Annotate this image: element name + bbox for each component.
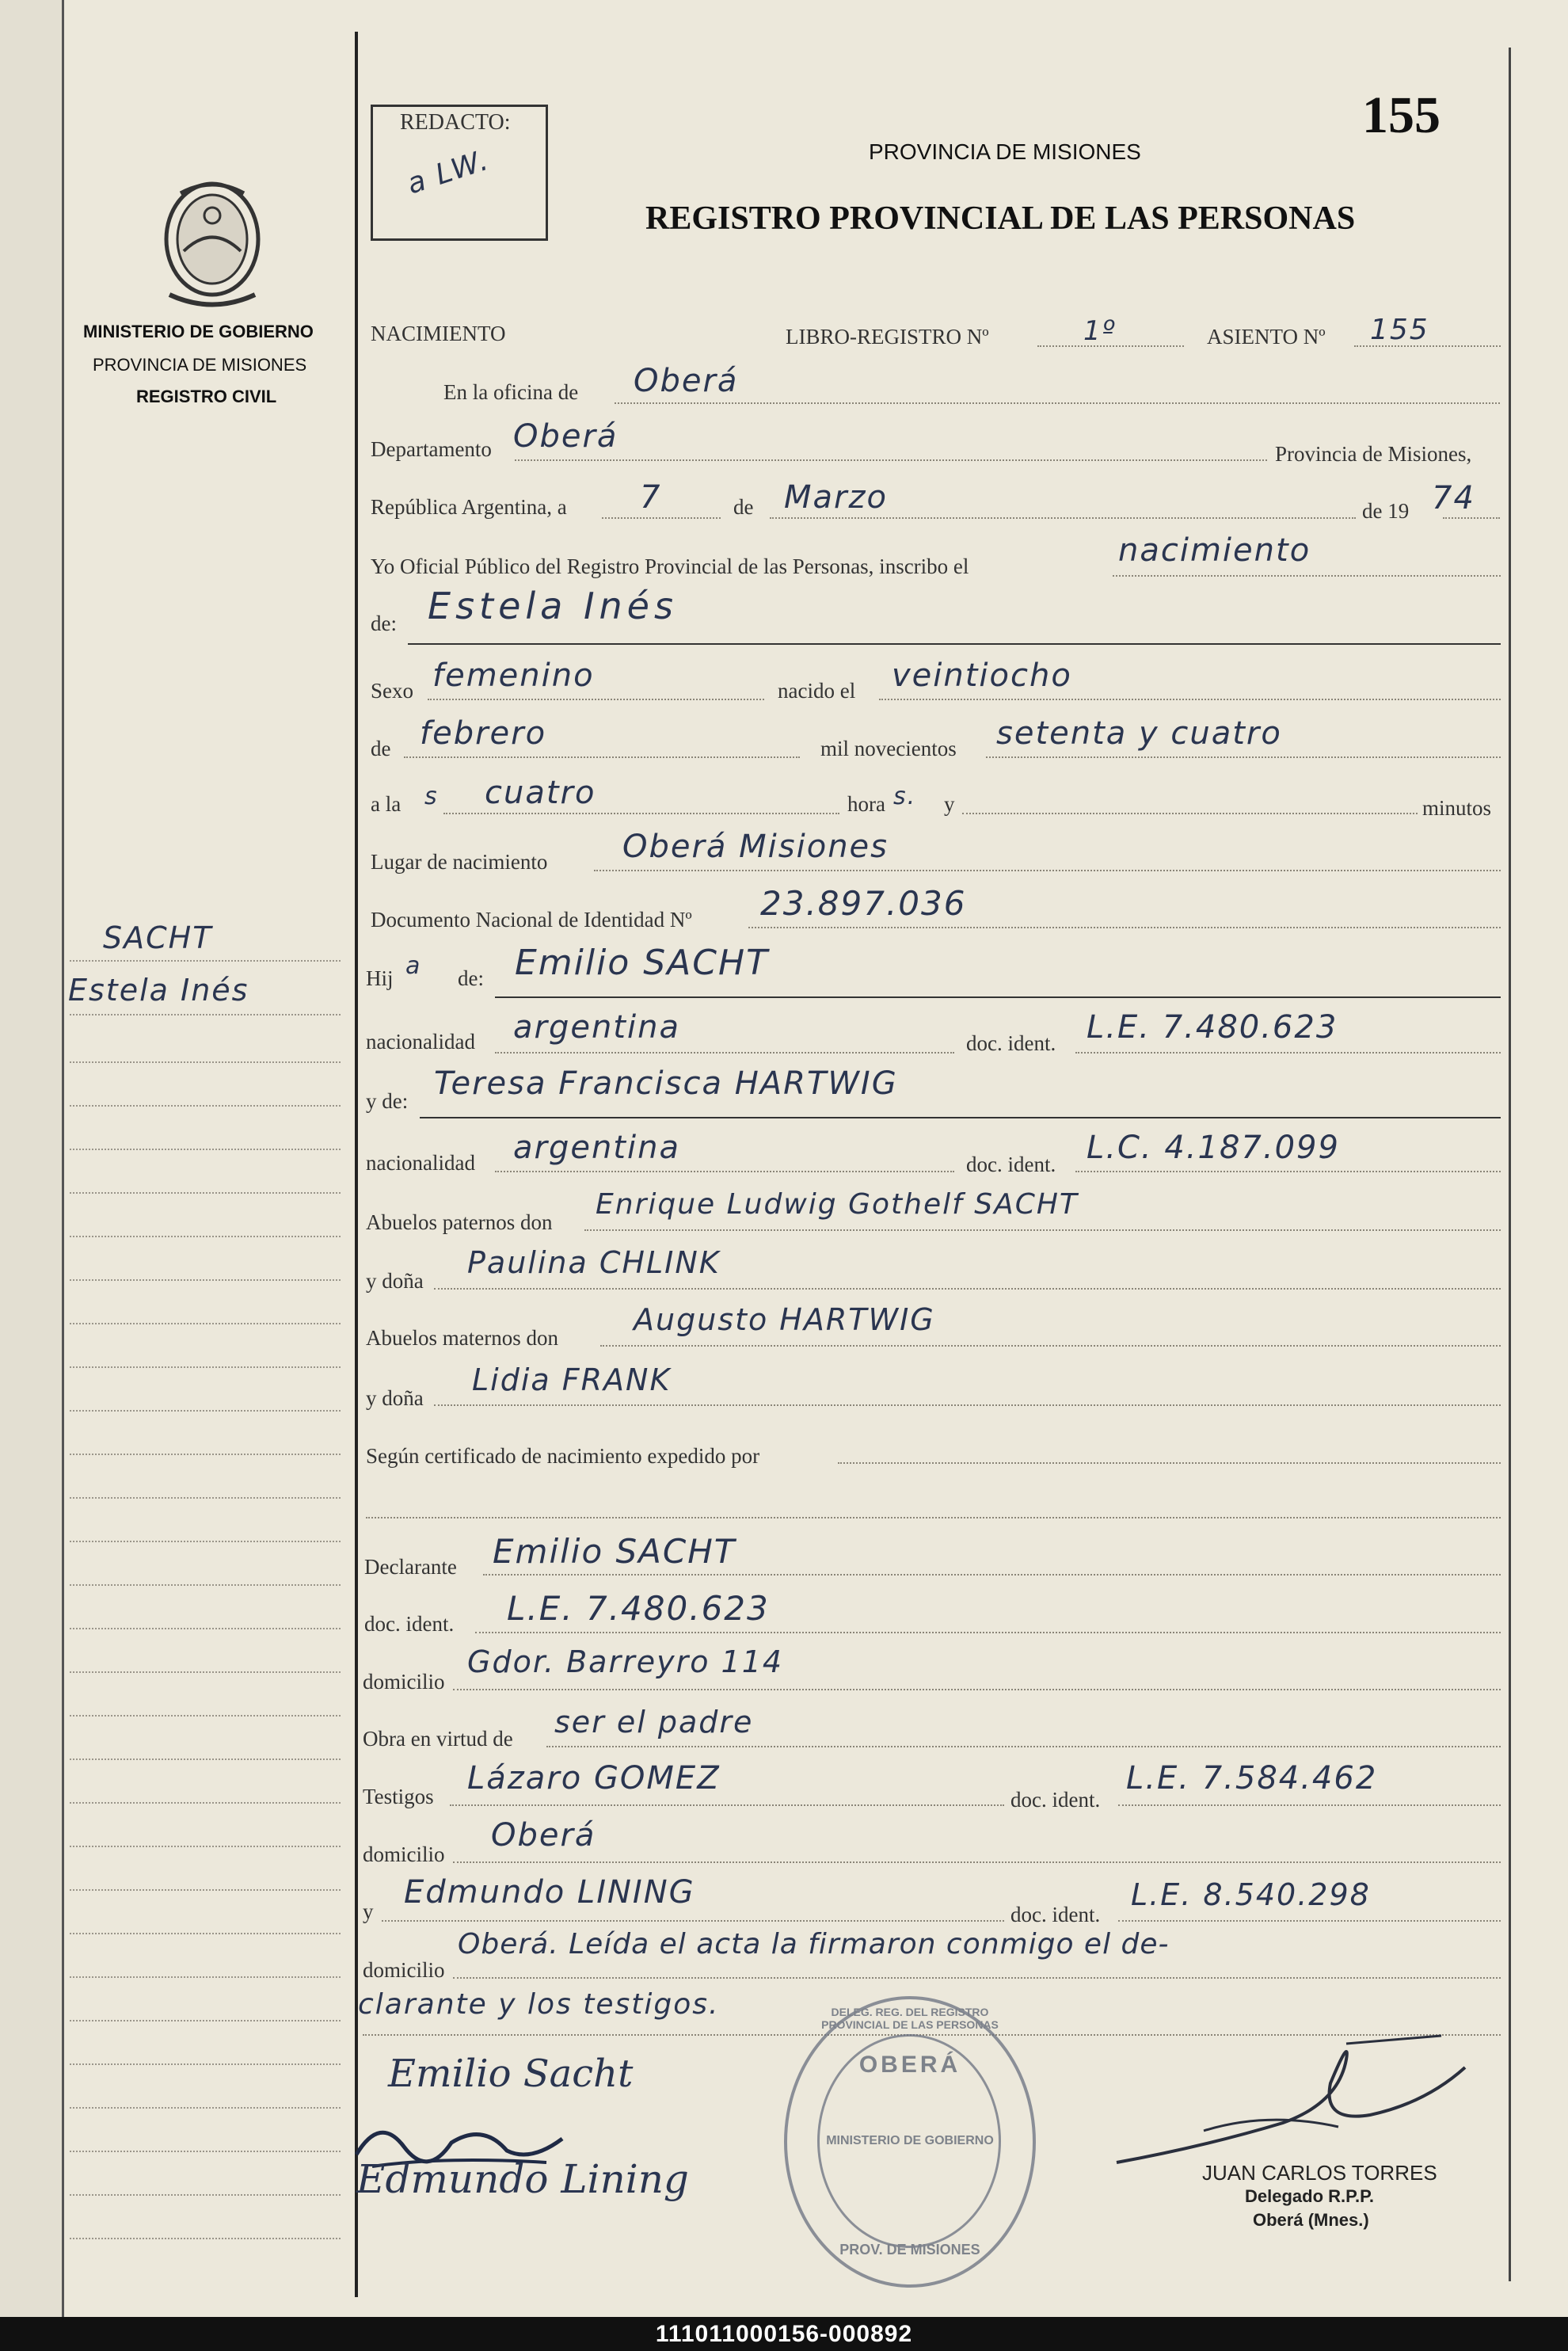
sidebar-line: [70, 1279, 341, 1281]
sidebar-province: PROVINCIA DE MISIONES: [93, 355, 307, 375]
doc-t2-label: doc. ident.: [1010, 1903, 1101, 1926]
mes-nac-line: [404, 756, 800, 758]
hij-de-label: de:: [458, 966, 484, 990]
hora-label: hora: [847, 792, 885, 816]
lugar-label: Lugar de nacimiento: [371, 850, 548, 874]
padre-value: Emilio SACHT: [515, 943, 769, 983]
declarante-line: [483, 1574, 1501, 1576]
sidebar-line: [70, 1061, 341, 1063]
yde-label: y de:: [366, 1089, 409, 1113]
sidebar-line: [70, 1410, 341, 1412]
anio-nac-value: setenta y cuatro: [996, 715, 1282, 752]
doc-padre-value: L.E. 7.480.623: [1087, 1009, 1338, 1046]
registry-title: REGISTRO PROVINCIAL DE LAS PERSONAS: [645, 200, 1356, 237]
stamp-outer-text: DELEG. REG. DEL REGISTRO PROVINCIAL DE LAS PERSONAS: [821, 2006, 999, 2031]
nacido-label: nacido el: [778, 679, 856, 703]
certificado-label: Según certificado de nacimiento expedido por: [366, 1444, 760, 1468]
libro-label: LIBRO-REGISTRO Nº: [786, 325, 989, 349]
column-divider: [355, 32, 358, 2297]
ala-label: a la: [371, 792, 402, 816]
sidebar-ministry: MINISTERIO DE GOBIERNO: [83, 322, 314, 341]
doc-madre-value: L.C. 4.187.099: [1087, 1130, 1340, 1166]
y-test-label: y: [363, 1899, 374, 1923]
sidebar-line: [70, 1149, 341, 1150]
ab-pat-dona-line: [434, 1288, 1501, 1290]
sidebar-surname: SACHT: [103, 920, 213, 955]
doc-madre-label: doc. ident.: [966, 1153, 1056, 1176]
republica-label: República Argentina, a: [371, 495, 567, 519]
anio-nac-line: [986, 756, 1501, 758]
sidebar-line: [70, 1933, 341, 1934]
sidebar-line: [70, 1323, 341, 1324]
right-border: [1509, 48, 1511, 2281]
domicilio-decl-line: [453, 1689, 1501, 1690]
obra-line: [546, 1746, 1501, 1747]
provincia-label: Provincia de Misiones,: [1275, 442, 1472, 466]
official-stamp: [784, 1996, 1036, 2288]
sidebar-line: [70, 2151, 341, 2152]
sidebar-line: [70, 2238, 341, 2239]
sidebar-line: [70, 2063, 341, 2065]
anio-value: 74: [1432, 480, 1475, 516]
binder-edge: [0, 0, 64, 2317]
ab-mat-value: Augusto HARTWIG: [634, 1302, 935, 1337]
certificado-line-2: [366, 1517, 1501, 1518]
sidebar-line: [70, 1105, 341, 1107]
ab-pat-label: Abuelos paternos don: [366, 1210, 553, 1234]
doc-t1-line: [1118, 1804, 1501, 1806]
nac-madre-line: [495, 1171, 954, 1172]
ala-suffix: s: [424, 783, 439, 810]
sidebar-line: [70, 960, 341, 962]
domicilio-t1-value: Oberá: [491, 1817, 596, 1854]
declarante-label: Declarante: [364, 1555, 457, 1579]
asiento-value: 155: [1370, 314, 1429, 346]
nacido-value: veintiocho: [892, 657, 1072, 694]
oficina-line: [615, 402, 1500, 404]
redacto-value: a LW.: [403, 143, 493, 201]
testigo2-line: [382, 1920, 1004, 1922]
redacto-box: [371, 105, 548, 241]
hij-label: Hij: [366, 966, 394, 990]
official-name: JUAN CARLOS TORRES: [1202, 2161, 1437, 2185]
domicilio-t1-label: domicilio: [363, 1842, 445, 1866]
mes-value: Marzo: [784, 479, 888, 516]
sidebar-line: [70, 1846, 341, 1847]
sidebar-line: [70, 2194, 341, 2196]
hora-suffix: s.: [893, 783, 917, 810]
dni-line: [748, 927, 1501, 928]
ab-mat-dona-label: y doña: [366, 1386, 424, 1410]
mes-nac-value: febrero: [420, 715, 547, 752]
stamp-inner-text: MINISTERIO DE GOBIERNO: [826, 2134, 994, 2147]
oficina-value: Oberá: [634, 363, 739, 399]
de-label: de: [733, 495, 754, 519]
dia-line: [602, 517, 721, 519]
hora-value: cuatro: [485, 775, 596, 811]
sidebar-line: [70, 1014, 341, 1015]
dia-value: 7: [640, 479, 662, 516]
nac-madre-label: nacionalidad: [366, 1151, 475, 1175]
oficina-label: En la oficina de: [443, 380, 579, 404]
y-label: y: [944, 792, 955, 816]
sidebar-line: [70, 1584, 341, 1586]
minutos-line: [962, 813, 1418, 814]
domicilio-t2-label: domicilio: [363, 1958, 445, 1982]
nacido-line: [879, 699, 1501, 700]
madre-value: Teresa Francisca HARTWIG: [434, 1065, 898, 1102]
hora-line: [443, 813, 839, 814]
obra-value: ser el padre: [554, 1705, 754, 1739]
sidebar-line: [70, 1889, 341, 1891]
lugar-line: [594, 870, 1501, 871]
anio-line: [1443, 517, 1500, 519]
testigo1-value: Lázaro GOMEZ: [467, 1760, 721, 1797]
nacimiento-label: NACIMIENTO: [371, 322, 506, 345]
official-title: Delegado R.P.P.: [1245, 2186, 1375, 2206]
continuacion-value: clarante y los testigos.: [358, 1988, 720, 2021]
nac-padre-line: [495, 1052, 954, 1054]
coat-of-arms-icon: [152, 176, 272, 307]
inscribo-value: nacimiento: [1118, 532, 1311, 569]
sidebar-line: [70, 1497, 341, 1499]
sidebar-line: [70, 1541, 341, 1542]
official-place: Oberá (Mnes.): [1253, 2210, 1369, 2230]
sidebar-line: [70, 1366, 341, 1368]
sidebar-line: [70, 1454, 341, 1455]
nac-padre-label: nacionalidad: [366, 1030, 475, 1054]
obra-label: Obra en virtud de: [363, 1727, 513, 1751]
nac-madre-value: argentina: [513, 1130, 680, 1166]
sidebar-line: [70, 2107, 341, 2109]
anio-prefix: de 19: [1362, 499, 1410, 523]
departamento-value: Oberá: [513, 418, 618, 455]
testigo2-value: Edmundo LINING: [404, 1874, 695, 1911]
padre-line: [495, 996, 1501, 998]
mil-label: mil novecientos: [820, 737, 957, 760]
certificado-line: [838, 1462, 1501, 1464]
declarante-value: Emilio SACHT: [493, 1532, 736, 1571]
ab-mat-line: [600, 1345, 1501, 1347]
nac-padre-value: argentina: [513, 1009, 680, 1046]
sidebar-line: [70, 1628, 341, 1629]
ab-mat-label: Abuelos maternos don: [366, 1326, 558, 1350]
hij-suffix: a: [405, 952, 422, 980]
de2-label: de: [371, 737, 391, 760]
testigo1-line: [450, 1804, 1004, 1806]
lugar-value: Oberá Misiones: [622, 829, 889, 865]
footer-code: 111011000156-000892: [655, 2321, 913, 2347]
domicilio-t2-value: Oberá. Leída el acta la firmaron conmigo el de-: [458, 1928, 1170, 1960]
header-province: PROVINCIA DE MISIONES: [869, 139, 1141, 164]
doc-padre-line: [1075, 1052, 1501, 1054]
dni-label: Documento Nacional de Identidad Nº: [371, 908, 692, 932]
sidebar-given-names: Estela Inés: [68, 973, 249, 1008]
sidebar-line: [70, 1802, 341, 1804]
ab-pat-line: [584, 1229, 1501, 1231]
doc-padre-label: doc. ident.: [966, 1031, 1056, 1055]
doc-madre-line: [1075, 1171, 1501, 1172]
madre-line: [420, 1117, 1501, 1118]
sidebar-line: [70, 1715, 341, 1717]
domicilio-t1-line: [453, 1861, 1501, 1863]
ab-pat-value: Enrique Ludwig Gothelf SACHT: [596, 1188, 1079, 1221]
sexo-line: [428, 699, 764, 700]
ab-mat-dona-line: [434, 1404, 1501, 1406]
de-colon-label: de:: [371, 612, 397, 635]
domicilio-t2-line: [453, 1977, 1501, 1979]
doc-decl-label: doc. ident.: [364, 1612, 455, 1636]
doc-t2-line: [1118, 1920, 1501, 1922]
sidebar-line: [70, 1236, 341, 1237]
sexo-label: Sexo: [371, 679, 413, 703]
departamento-line: [515, 459, 1267, 461]
signature-emilio: Emilio Sacht: [388, 2052, 634, 2096]
testigos-label: Testigos: [363, 1785, 434, 1808]
sidebar-line: [70, 1976, 341, 1978]
departamento-label: Departamento: [371, 437, 492, 461]
stamp-bottom-text: PROV. DE MISIONES: [839, 2242, 980, 2258]
oficial-label: Yo Oficial Público del Registro Provincial de las Personas, inscribo el: [371, 554, 969, 578]
nombre-line: [408, 643, 1501, 645]
inscribo-line: [1113, 575, 1501, 577]
minutos-label: minutos: [1422, 796, 1492, 820]
sidebar-line: [70, 2020, 341, 2021]
dni-value: 23.897.036: [760, 884, 967, 923]
sidebar-line: [70, 1671, 341, 1673]
sidebar-civil-registry: REGISTRO CIVIL: [136, 387, 277, 406]
sidebar-line: [70, 1192, 341, 1194]
nombre-value: Estela Inés: [428, 585, 678, 627]
ab-mat-dona-value: Lidia FRANK: [472, 1362, 672, 1397]
doc-decl-value: L.E. 7.480.623: [507, 1589, 770, 1628]
domicilio-decl-label: domicilio: [363, 1670, 445, 1694]
sexo-value: femenino: [432, 657, 595, 694]
redacto-label: REDACTO:: [400, 110, 511, 135]
doc-decl-line: [475, 1632, 1501, 1633]
asiento-label: ASIENTO Nº: [1207, 325, 1326, 349]
ab-pat-dona-value: Paulina CHLINK: [467, 1245, 721, 1280]
sidebar-line: [70, 1758, 341, 1760]
mes-line: [770, 517, 1356, 519]
signature-edmundo: Edmundo Lining: [356, 2156, 689, 2202]
domicilio-decl-value: Gdor. Barreyro 114: [467, 1644, 784, 1679]
libro-value: 1º: [1083, 315, 1117, 347]
doc-t2-value: L.E. 8.540.298: [1131, 1877, 1371, 1912]
stamp-center-text: OBERÁ: [858, 2052, 961, 2078]
page-number: 155: [1362, 86, 1441, 144]
doc-t1-label: doc. ident.: [1010, 1788, 1101, 1812]
ab-pat-dona-label: y doña: [366, 1269, 424, 1293]
doc-t1-value: L.E. 7.584.462: [1126, 1760, 1378, 1797]
